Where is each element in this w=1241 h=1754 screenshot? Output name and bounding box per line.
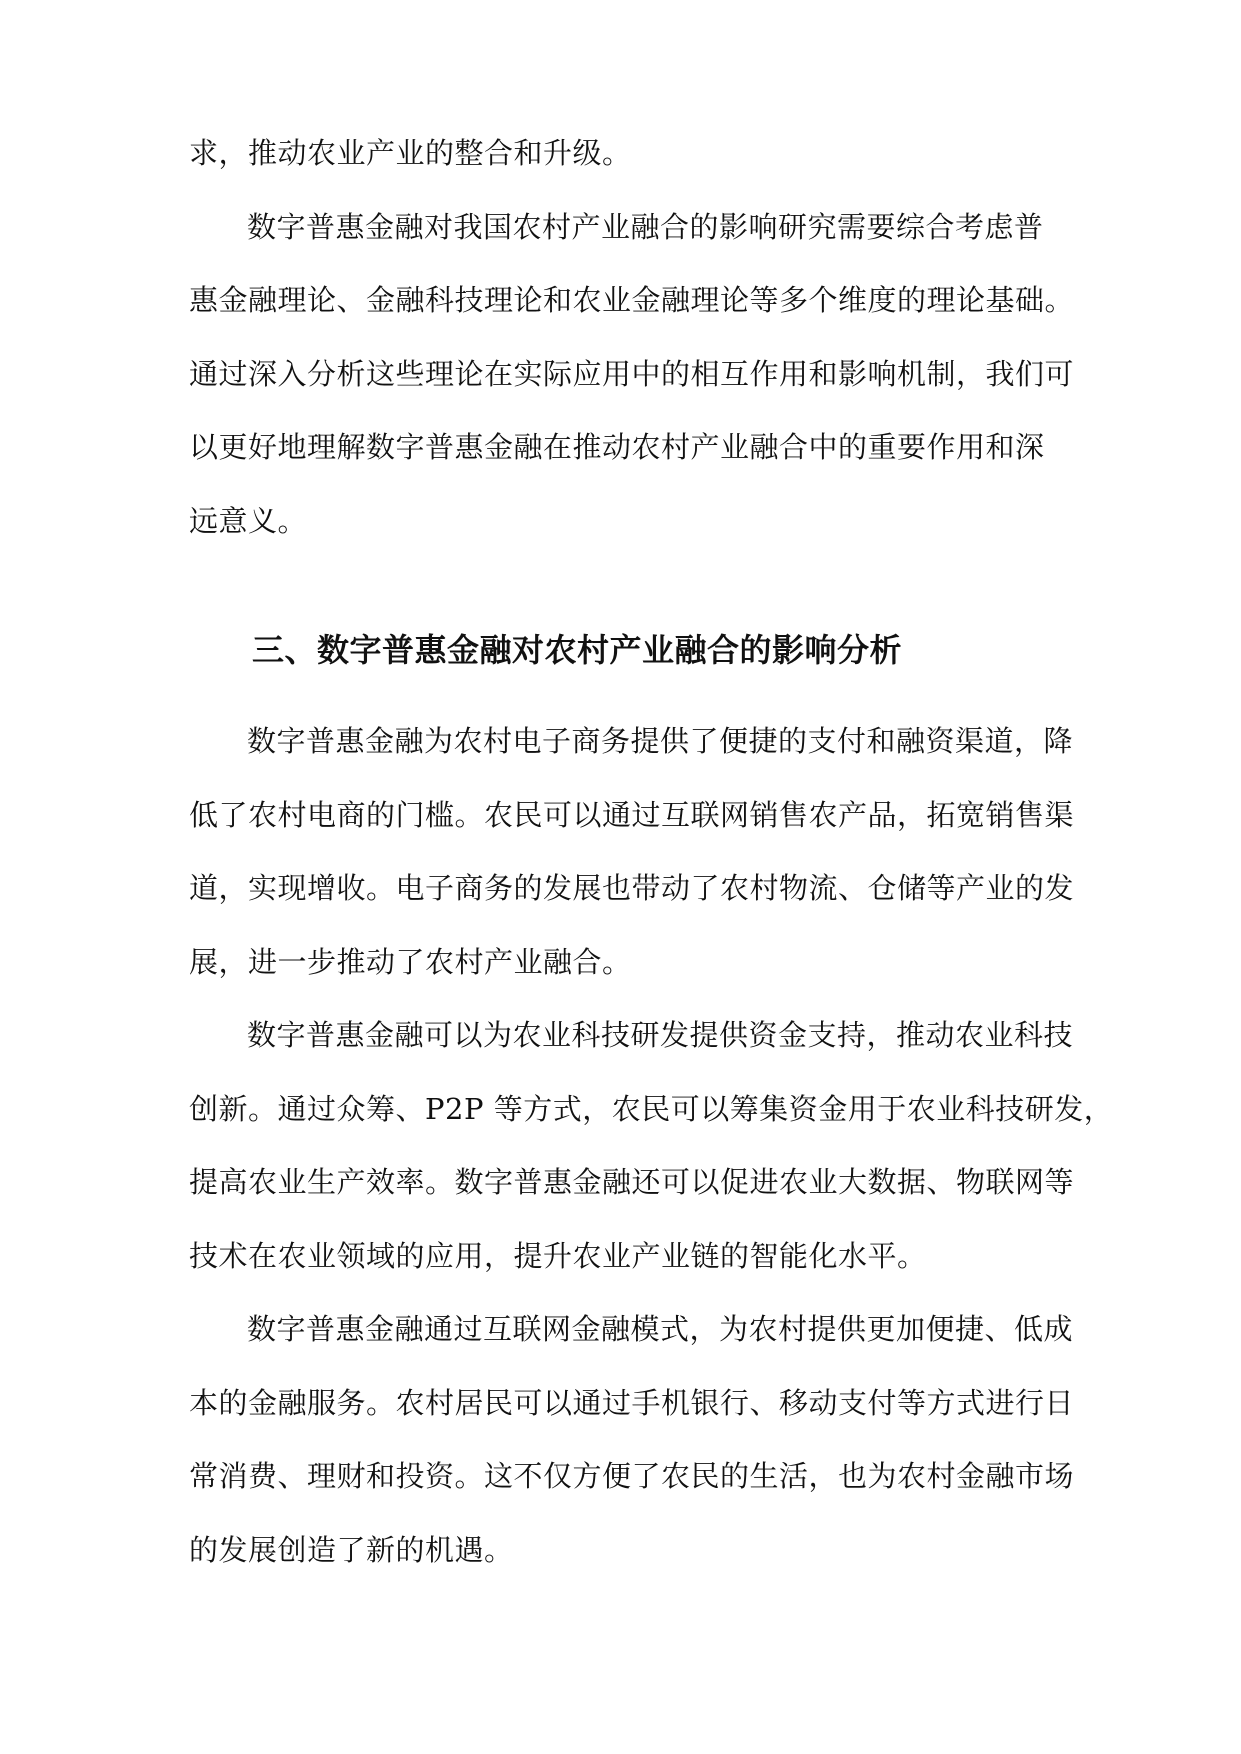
paragraph-line: 远意义。 (189, 503, 308, 538)
paragraph-line: 通过深入分析这些理论在实际应用中的相互作用和影响机制，我们可 (189, 356, 1075, 391)
paragraph-line: 惠金融理论、金融科技理论和农业金融理论等多个维度的理论基础。 (189, 283, 1075, 317)
section-text-block (189, 705, 1114, 1587)
section-heading: 三、数字普惠金融对农村产业融合的影响分析 (252, 631, 903, 669)
paragraph-line: 数字普惠金融为农村电子商务提供了便捷的支付和融资渠道，降 (247, 724, 1074, 758)
paragraph-line: 道，实现增收。电子商务的发展也带动了农村物流、仓储等产业的发 (189, 871, 1075, 905)
intro-text-block (189, 117, 1075, 558)
paragraph-continuation-line: 求，推动农业产业的整合和升级。 (189, 136, 632, 170)
paragraph-line: 展，进一步推动了农村产业融合。 (189, 944, 632, 979)
paragraph-line: 常消费、理财和投资。这不仅方便了农民的生活，也为农村金融市场 (189, 1459, 1075, 1493)
paragraph-line: 数字普惠金融通过互联网金融模式，为农村提供更加便捷、低成 (247, 1312, 1074, 1346)
paragraph-line: 以更好地理解数字普惠金融在推动农村产业融合中的重要作用和深 (189, 430, 1045, 464)
paragraph-line: 的发展创造了新的机遇。 (189, 1532, 514, 1567)
paragraph-line: 创新。通过众筹、P2P 等方式，农民可以筹集资金用于农业科技研发， (189, 1091, 1114, 1126)
paragraph-line: 低了农村电商的门槛。农民可以通过互联网销售农产品，拓宽销售渠 (189, 797, 1075, 832)
paragraph-line: 本的金融服务。农村居民可以通过手机银行、移动支付等方式进行日 (189, 1385, 1075, 1420)
paragraph-line: 数字普惠金融对我国农村产业融合的影响研究需要综合考虑普 (247, 209, 1044, 244)
paragraph-line: 数字普惠金融可以为农业科技研发提供资金支持，推动农业科技 (247, 1018, 1074, 1052)
paragraph-line: 技术在农业领域的应用，提升农业产业链的智能化水平。 (189, 1238, 927, 1273)
paragraph-line: 提高农业生产效率。数字普惠金融还可以促进农业大数据、物联网等 (189, 1165, 1075, 1199)
